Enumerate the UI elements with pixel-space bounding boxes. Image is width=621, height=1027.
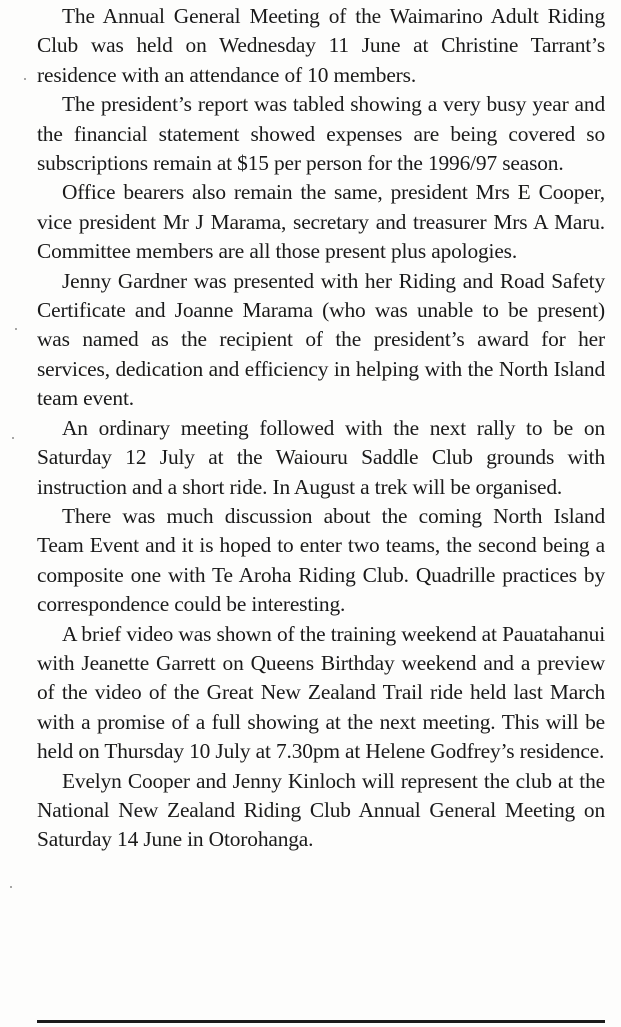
article-paragraph-3: Office bearers also remain the same, president Mrs E Cooper, vice president Mr J Marama, secretary and treasurer Mrs A Maru. Committee members are all those present plus apologies.	[37, 180, 605, 264]
bottom-rule	[37, 1020, 605, 1023]
article-paragraph-1: The Annual General Meeting of the Waimarino Adult Riding Club was held on Wednesday 11 June at Christine Tarrant’s residence with an attendance of 10 members.	[37, 4, 605, 87]
article-paragraph-6: There was much discussion about the coming North Island Team Event and it is hoped to enter two teams, the second being a composite one with Te Aroha Riding Club. Quadrille practices by correspondence could be interesting.	[37, 503, 605, 617]
scan-speck	[15, 328, 17, 330]
article-paragraph-7: A brief video was shown of the training weekend at Pauatahanui with Jeanette Garrett on Queens Birthday weekend and a preview of the video of the Great New Zealand Trail ride held last March with a promise of a full showing at the next meeting. This will be held on Thursday 10 July at 7.30pm at Helene Godfrey’s residence.	[37, 621, 605, 764]
article-paragraph-2: The president’s report was tabled showing a very busy year and the financial statement showed expenses are being covered so subscriptions remain at $15 per person for the 1996/97 season.	[37, 92, 605, 176]
scan-speck	[12, 437, 14, 439]
article-paragraph-4: Jenny Gardner was presented with her Riding and Road Safety Certificate and Joanne Marama (who was unable to be present) was named as the recipient of the president’s award for her services, dedication and efficiency in helping with the North Island team event.	[37, 268, 605, 411]
scan-speck	[10, 886, 12, 888]
scan-speck	[24, 78, 26, 80]
article-column	[37, 2, 605, 855]
article-paragraph-5: An ordinary meeting followed with the next rally to be on Saturday 12 July at the Waiouru Saddle Club grounds with instruction and a short ride. In August a trek will be organised.	[37, 415, 605, 499]
article-paragraph-8: Evelyn Cooper and Jenny Kinloch will represent the club at the National New Zealand Riding Club Annual General Meeting on Saturday 14 June in Otorohanga.	[37, 768, 605, 852]
